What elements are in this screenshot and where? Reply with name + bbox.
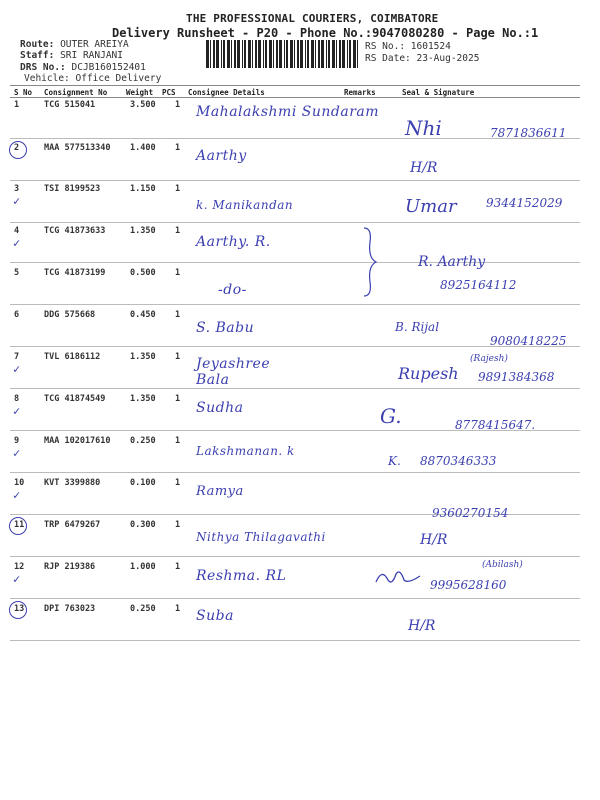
barcode-bar: [336, 40, 337, 68]
barcode-bar: [210, 40, 211, 68]
barcode-bar: [263, 40, 264, 68]
row-sno: 8: [14, 394, 20, 404]
handwritten-consignee: Suba: [196, 608, 234, 624]
route-field: [20, 39, 129, 50]
row-rule: [10, 222, 580, 223]
handwritten-consignee: S. Babu: [196, 320, 255, 336]
row-sno: 9: [14, 436, 20, 446]
barcode-bar: [297, 40, 299, 68]
tick-mark: ✓: [13, 194, 21, 208]
barcode-bar: [248, 40, 251, 68]
barcode-bar: [357, 40, 358, 68]
barcode-bar: [216, 40, 219, 68]
barcode-bar: [213, 40, 215, 68]
barcode-bar: [290, 40, 293, 68]
row-rule: [10, 640, 580, 641]
rs-no-field: [365, 41, 451, 52]
handwritten-signature: Rupesh: [398, 364, 459, 383]
row-pcs: 1: [175, 100, 181, 110]
row-rule: [10, 556, 580, 557]
staff-field: [20, 50, 123, 61]
row-weight: 1.350: [130, 226, 156, 236]
handwritten-consignee: Ramya: [196, 484, 244, 499]
signature-scribble: [374, 566, 424, 588]
handwritten-consignee: Aarthy. R.: [196, 234, 271, 250]
row-weight: 1.350: [130, 394, 156, 404]
barcode-bar: [237, 40, 240, 68]
row-sno: 10: [14, 478, 25, 488]
handwritten-consignee: k. Manikandan: [196, 198, 294, 212]
rs-no-value: 1601524: [410, 41, 451, 52]
barcode-bar: [279, 40, 282, 68]
handwritten-signature: R. Aarthy: [418, 254, 486, 270]
row-rule: [10, 304, 580, 305]
handwritten-consignee: Mahalakshmi Sundaram: [196, 104, 380, 120]
handwritten-phone: 9080418225: [490, 334, 567, 348]
handwritten-signature: Umar: [405, 196, 457, 217]
row-sno: 12: [14, 562, 25, 572]
row-weight: 1.000: [130, 562, 156, 572]
drs-value: DCJB160152401: [71, 62, 146, 73]
row-consignment: RJP 219386: [44, 562, 96, 572]
row-pcs: 1: [175, 520, 181, 530]
handwritten-signature: K.: [388, 454, 401, 468]
handwritten-phone: 8925164112: [440, 278, 517, 292]
row-pcs: 1: [175, 394, 181, 404]
rs-date-label: RS Date:: [365, 53, 411, 64]
barcode-bar: [234, 40, 236, 68]
row-pcs: 1: [175, 436, 181, 446]
handwritten-status: H/R: [410, 160, 438, 176]
row-pcs: 1: [175, 352, 181, 362]
row-sno: 2: [14, 143, 20, 153]
row-sno: 5: [14, 268, 20, 278]
barcode-bar: [311, 40, 314, 68]
runsheet-title: Delivery Runsheet - P20 - Phone No.:9047080280 - Page No.:1: [112, 26, 539, 40]
row-rule: [10, 472, 580, 473]
row-pcs: 1: [175, 310, 181, 320]
barcode-bar: [321, 40, 324, 68]
barcode-image: [206, 40, 361, 68]
tick-mark: ✓: [13, 362, 21, 376]
row-consignment: TVL 6186112: [44, 352, 101, 362]
barcode-bar: [307, 40, 309, 68]
row-pcs: 1: [175, 562, 181, 572]
handwritten-consignee: Aarthy: [196, 148, 247, 164]
barcode-bar: [286, 40, 288, 68]
row-pcs: 1: [175, 143, 181, 153]
handwritten-note: (Rajesh): [470, 354, 508, 364]
row-weight: 1.400: [130, 143, 156, 153]
barcode-bar: [255, 40, 257, 68]
company-name: THE PROFESSIONAL COURIERS, COIMBATORE: [186, 12, 439, 25]
handwritten-phone: 8778415647.: [455, 418, 536, 432]
tick-mark: ✓: [13, 236, 21, 250]
barcode-bar: [326, 40, 327, 68]
vehicle-field: [24, 73, 161, 84]
handwritten-consignee: Jeyashree Bala: [196, 356, 271, 388]
row-weight: 3.500: [130, 100, 156, 110]
barcode-bar: [244, 40, 246, 68]
vehicle-value: Office Delivery: [75, 73, 162, 84]
row-consignment: DDG 575668: [44, 310, 96, 320]
col-weight: Weight: [126, 88, 154, 97]
row-sno: 7: [14, 352, 20, 362]
row-weight: 0.500: [130, 268, 156, 278]
barcode-bar: [353, 40, 356, 68]
tick-mark: ✓: [13, 404, 21, 418]
barcode-bar: [284, 40, 285, 68]
barcode-bar: [349, 40, 351, 68]
barcode-bar: [305, 40, 306, 68]
tick-mark: ✓: [13, 488, 21, 502]
row-rule: [10, 262, 580, 263]
route-value: OUTER AREIYA: [60, 39, 129, 50]
barcode-bar: [315, 40, 316, 68]
handwritten-consignee: Nithya Thilagavathi: [196, 530, 326, 544]
staff-value: SRI RANJANI: [60, 50, 123, 61]
row-sno: 1: [14, 100, 20, 110]
barcode-bar: [300, 40, 303, 68]
rs-no-label: RS No.:: [365, 41, 406, 52]
row-weight: 1.150: [130, 184, 156, 194]
barcode-bar: [347, 40, 348, 68]
tick-mark: ✓: [13, 572, 21, 586]
barcode-bar: [252, 40, 253, 68]
row-consignment: TSI 8199523: [44, 184, 101, 194]
handwritten-note: (Abilash): [482, 560, 523, 570]
barcode-bar: [294, 40, 295, 68]
barcode-bar: [242, 40, 243, 68]
col-pcs: PCS: [162, 88, 176, 97]
barcode-bar: [342, 40, 345, 68]
row-weight: 0.250: [130, 604, 156, 614]
row-weight: 0.250: [130, 436, 156, 446]
row-sno: 6: [14, 310, 20, 320]
handwritten-phone: 7871836611: [490, 126, 567, 140]
drs-field: [20, 62, 146, 73]
staff-label: Staff:: [20, 50, 55, 61]
col-consignee: Consignee Details: [188, 88, 265, 97]
row-weight: 0.450: [130, 310, 156, 320]
barcode-bar: [273, 40, 274, 68]
brace-mark: [360, 226, 378, 298]
vehicle-label: Vehicle:: [24, 73, 70, 84]
row-sno: 3: [14, 184, 20, 194]
route-label: Route:: [20, 39, 55, 50]
barcode-bar: [339, 40, 341, 68]
barcode-bar: [206, 40, 209, 68]
barcode-bar: [258, 40, 261, 68]
row-weight: 0.100: [130, 478, 156, 488]
row-weight: 1.350: [130, 352, 156, 362]
handwritten-phone: 9891384368: [478, 370, 555, 384]
row-pcs: 1: [175, 184, 181, 194]
drs-label: DRS No.:: [20, 62, 66, 73]
row-pcs: 1: [175, 478, 181, 488]
row-consignment: TCG 41874549: [44, 394, 106, 404]
row-rule: [10, 598, 580, 599]
barcode-bar: [269, 40, 272, 68]
handwritten-status: H/R: [420, 532, 448, 548]
row-rule: [10, 388, 580, 389]
handwritten-consignee: Reshma. RL: [196, 568, 287, 584]
handwritten-phone: 8870346333: [420, 454, 497, 468]
row-pcs: 1: [175, 268, 181, 278]
tick-mark: ✓: [13, 446, 21, 460]
col-seal: Seal & Signature: [402, 88, 475, 97]
row-consignment: MAA 577513340: [44, 143, 111, 153]
handwritten-consignee: -do-: [218, 282, 247, 298]
rs-date-value: 23-Aug-2025: [416, 53, 480, 64]
handwritten-signature: B. Rijal: [395, 320, 440, 334]
handwritten-consignee: Lakshmanan. k: [196, 444, 295, 458]
row-consignment: TCG 515041: [44, 100, 96, 110]
handwritten-consignee: Sudha: [196, 400, 244, 416]
barcode-bar: [223, 40, 225, 68]
row-consignment: KVT 3399880: [44, 478, 101, 488]
row-consignment: DPI 763023: [44, 604, 96, 614]
row-consignment: MAA 102017610: [44, 436, 111, 446]
row-sno: 13: [14, 604, 25, 614]
row-sno: 11: [14, 520, 25, 530]
barcode-bar: [231, 40, 232, 68]
handwritten-phone: 9344152029: [486, 196, 563, 210]
barcode-bar: [221, 40, 222, 68]
handwritten-status: H/R: [408, 618, 436, 634]
rs-date-field: [365, 53, 479, 64]
col-sno: S No: [14, 88, 33, 97]
row-weight: 0.300: [130, 520, 156, 530]
handwritten-phone: 9995628160: [430, 578, 507, 592]
row-consignment: TRP 6479267: [44, 520, 101, 530]
row-consignment: TCG 41873633: [44, 226, 106, 236]
row-rule: [10, 180, 580, 181]
col-remarks: Remarks: [344, 88, 376, 97]
row-pcs: 1: [175, 604, 181, 614]
row-consignment: TCG 41873199: [44, 268, 106, 278]
handwritten-signature: Nhi: [405, 116, 442, 140]
barcode-bar: [265, 40, 267, 68]
barcode-bar: [332, 40, 335, 68]
barcode-bar: [227, 40, 230, 68]
header-top-rule: [10, 85, 580, 86]
barcode-bar: [328, 40, 330, 68]
header-bottom-rule: [10, 97, 580, 98]
row-sno: 4: [14, 226, 20, 236]
barcode-bar: [276, 40, 278, 68]
col-consignment: Consignment No: [44, 88, 108, 97]
barcode-bar: [318, 40, 320, 68]
handwritten-signature: G.: [380, 404, 402, 428]
row-pcs: 1: [175, 226, 181, 236]
handwritten-phone: 9360270154: [432, 506, 509, 520]
